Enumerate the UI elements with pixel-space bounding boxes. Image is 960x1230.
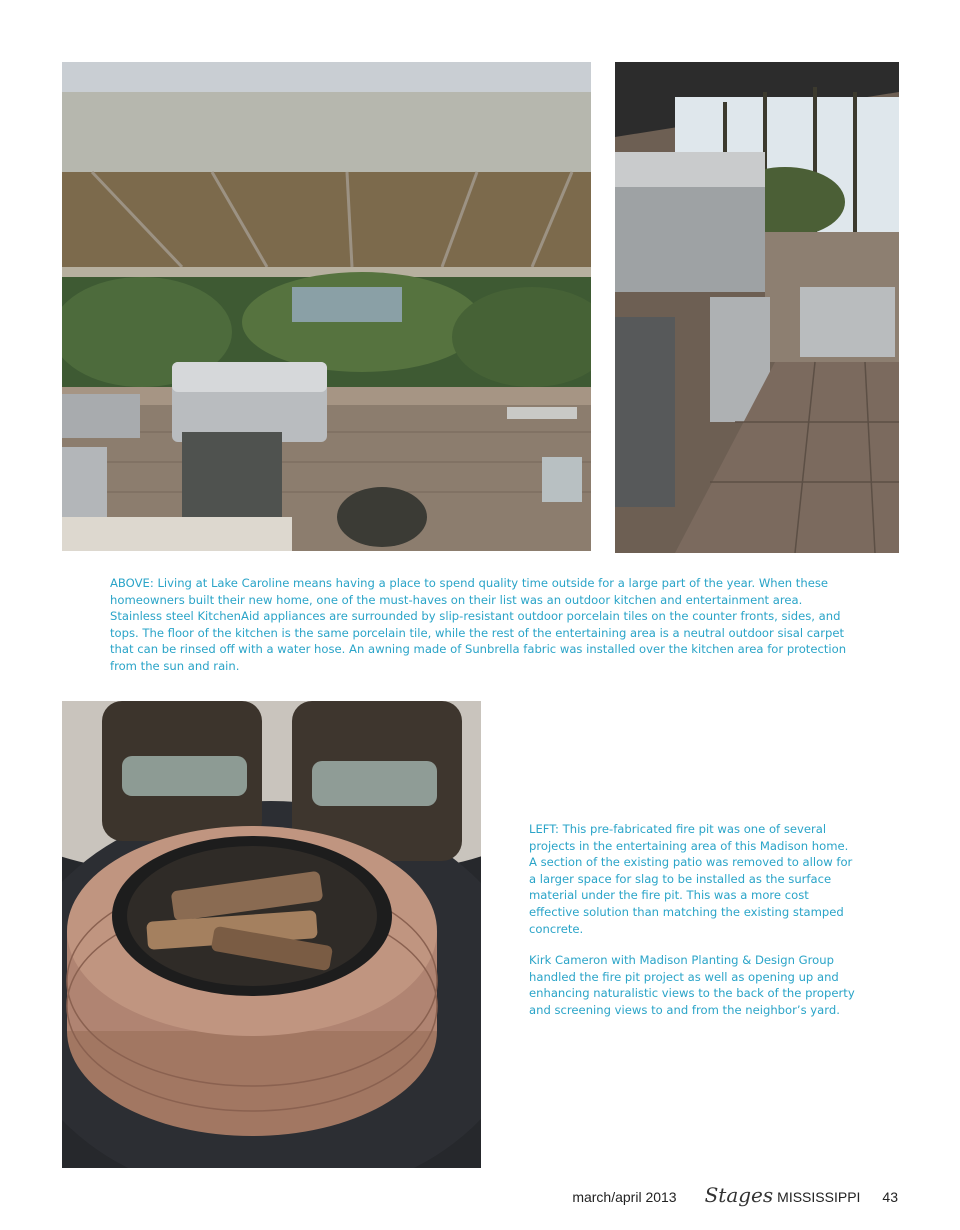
magazine-logo-word: MISSISSIPPI bbox=[777, 1189, 861, 1205]
caption-left-paragraph-1: LEFT: This pre-fabricated fire pit was one of several projects in the entertaining area of this Madison home. A section of the existing patio was removed to allow for a larger space for slag to be installed as the surface material under the fire pit. This was a more cost effective solution than matching the existing stamped concrete. bbox=[529, 822, 853, 936]
caption-left bbox=[529, 821, 859, 1034]
photo-outdoor-kitchen-wide bbox=[62, 62, 591, 551]
caption-left-paragraph-2: Kirk Cameron with Madison Planting & Design Group handled the fire pit project as well as opening up and enhancing naturalistic views to the back of the property and screening views to and from the neighbor’s yard. bbox=[529, 953, 855, 1017]
photo-fire-pit bbox=[62, 701, 481, 1168]
caption-above: ABOVE: Living at Lake Caroline means having a place to spend quality time outside for a large part of the year. When these homeowners built their new home, one of the must-haves on their list was an outdoor kitchen and entertainment area. Stainless steel KitchenAid appliances are surrounded by slip-resistant outdoor porcelain tiles on the counter fronts, sides, and tops. The floor of the kitchen is the same porcelain tile, while the rest of the entertaining area is a neutral outdoor sisal carpet that can be rinsed off with a water hose. An awning made of Sunbrella fabric was installed over the kitchen area for protection from the sun and rain. bbox=[110, 576, 847, 673]
photo-outdoor-kitchen-side bbox=[615, 62, 899, 553]
page-number: 43 bbox=[882, 1189, 898, 1205]
magazine-logo-script: Stages bbox=[704, 1183, 774, 1207]
page-footer bbox=[572, 1183, 898, 1207]
issue-date: march/april 2013 bbox=[572, 1189, 677, 1205]
